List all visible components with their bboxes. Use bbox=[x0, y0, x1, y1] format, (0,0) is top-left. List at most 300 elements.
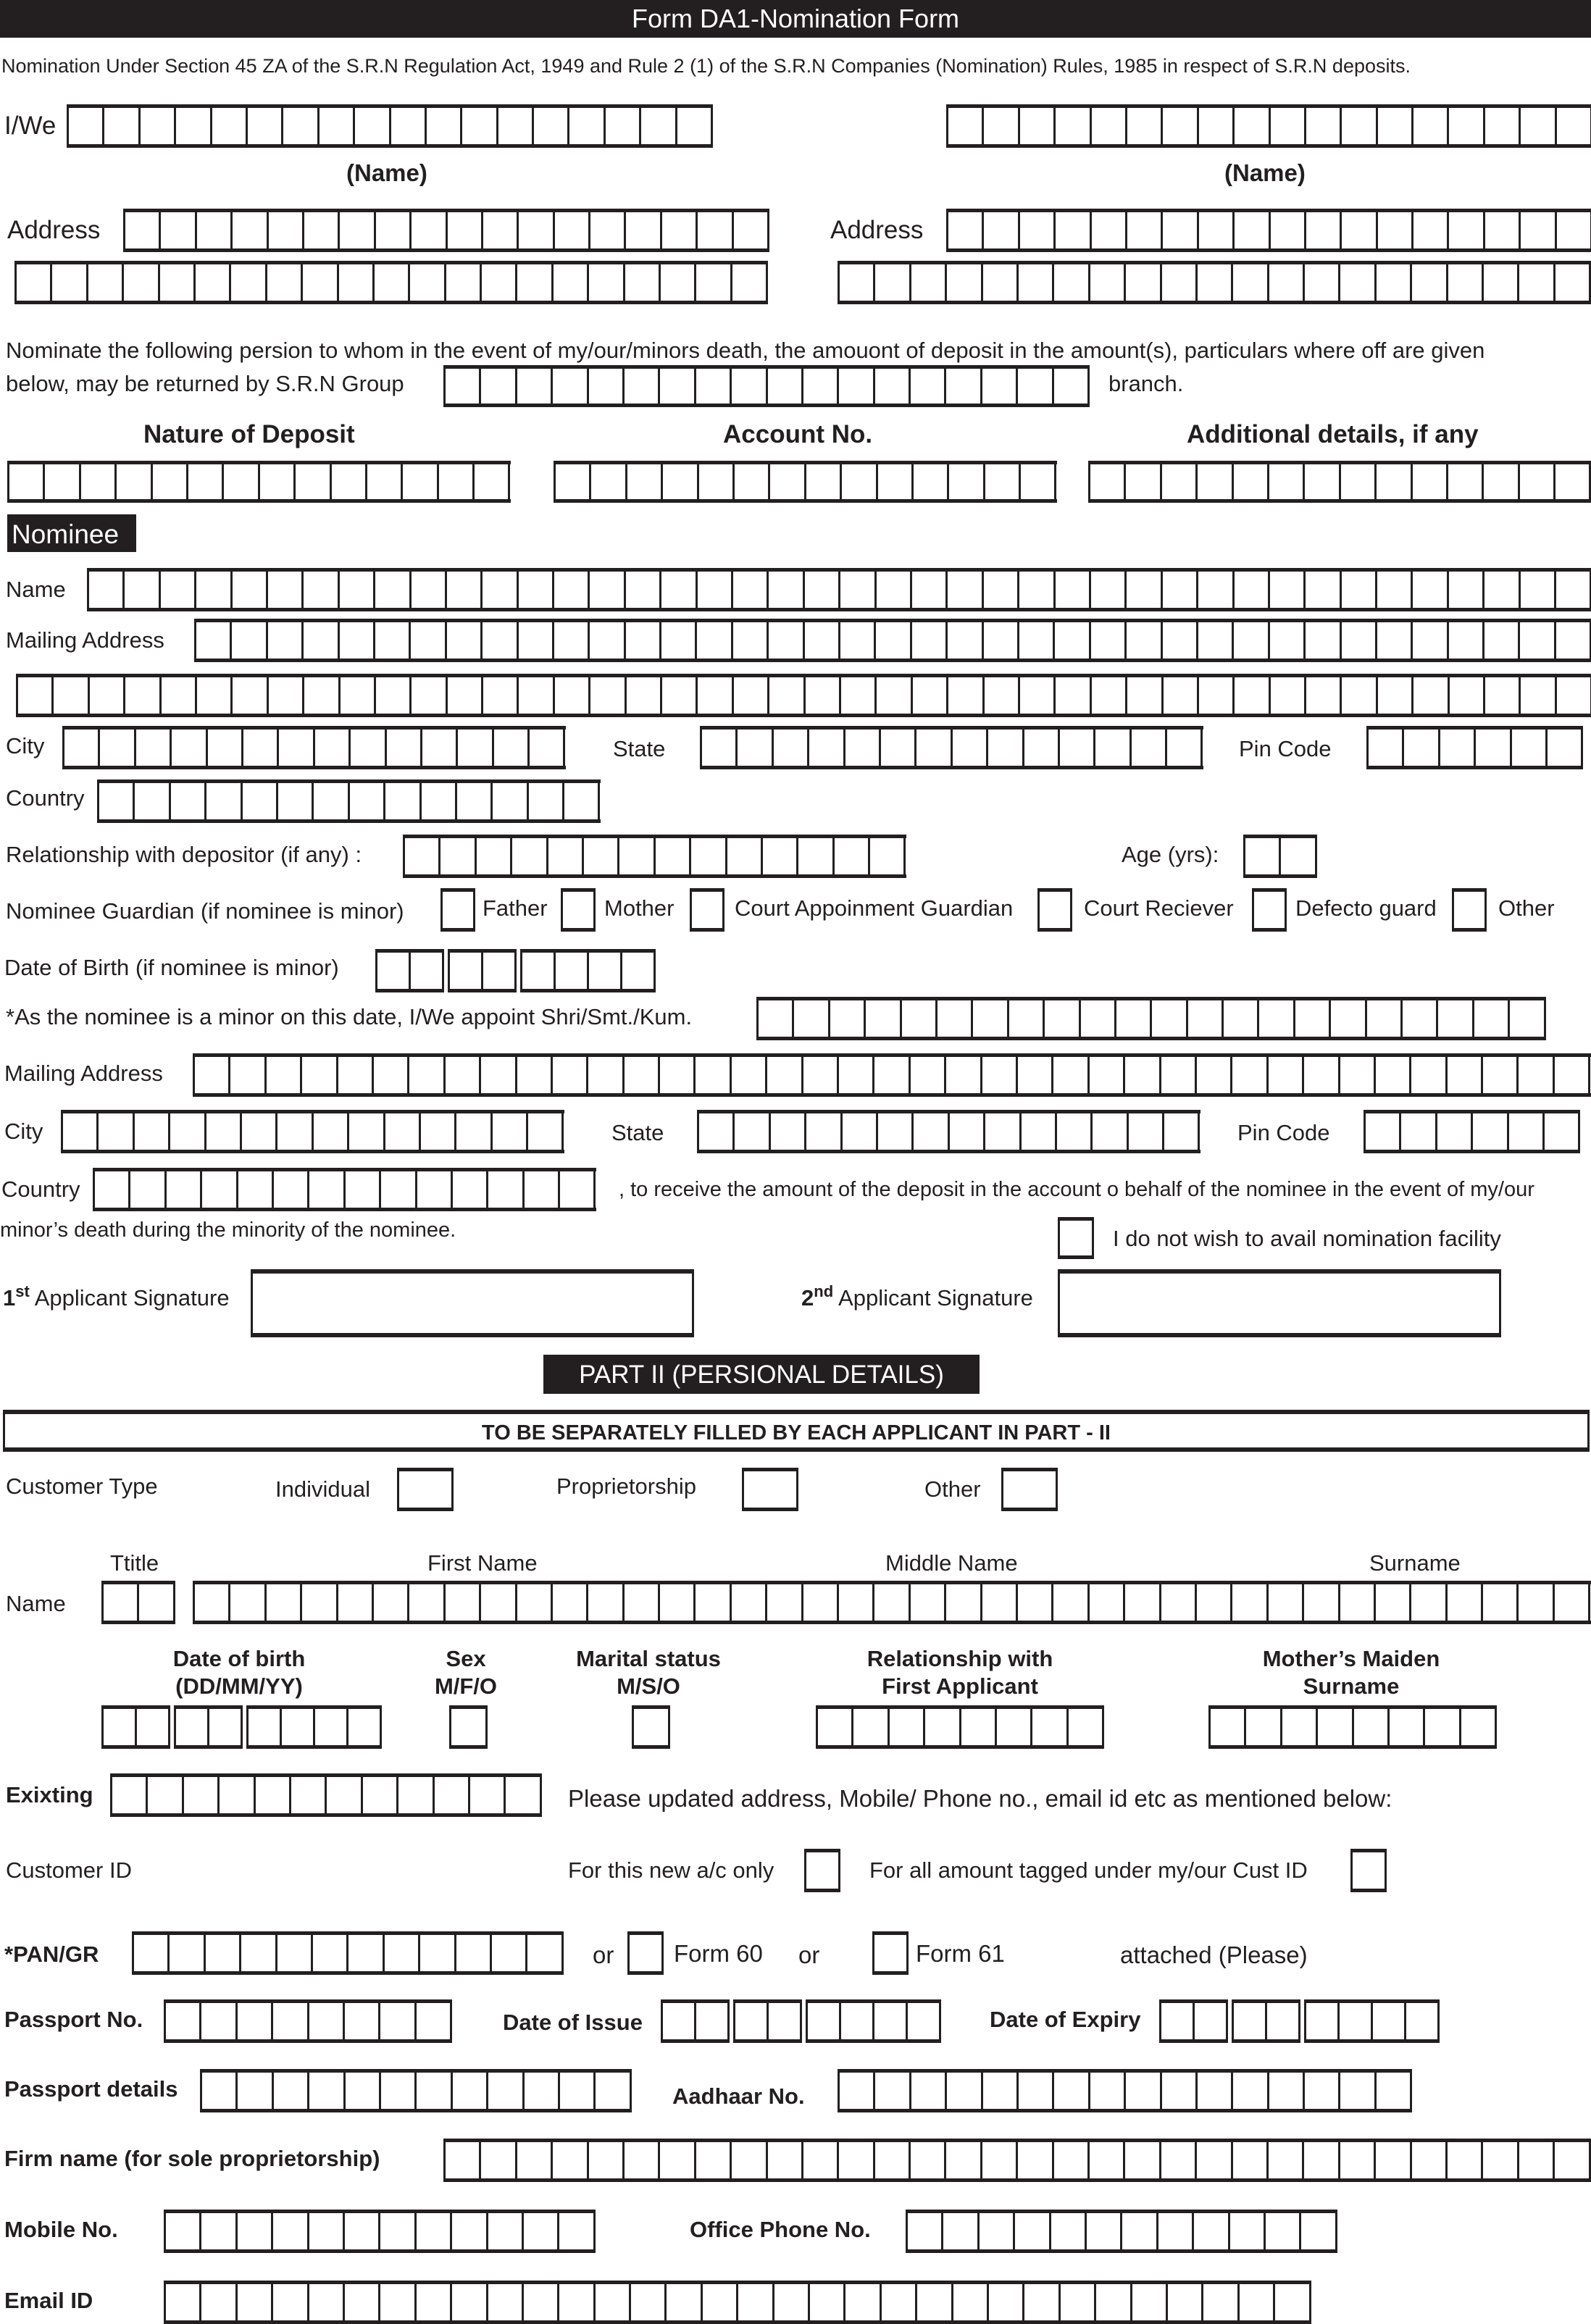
char-cell[interactable] bbox=[104, 1709, 137, 1745]
char-cell[interactable] bbox=[590, 622, 625, 659]
char-cell[interactable] bbox=[195, 1584, 230, 1621]
char-cell[interactable] bbox=[985, 464, 1021, 499]
char-cell[interactable] bbox=[482, 264, 517, 301]
char-cell[interactable] bbox=[376, 212, 412, 248]
char-cell[interactable] bbox=[1019, 2073, 1054, 2109]
char-cell[interactable] bbox=[350, 783, 385, 819]
char-cell[interactable] bbox=[1198, 2073, 1233, 2109]
char-cell[interactable] bbox=[1440, 730, 1476, 766]
char-cell[interactable] bbox=[1521, 677, 1556, 714]
char-cell[interactable] bbox=[1096, 2284, 1132, 2320]
char-cell[interactable] bbox=[589, 264, 625, 301]
char-cell[interactable] bbox=[912, 622, 948, 659]
nominee-name-input[interactable] bbox=[87, 568, 1591, 611]
char-cell[interactable] bbox=[412, 677, 447, 714]
char-cell[interactable] bbox=[422, 730, 458, 766]
char-cell[interactable] bbox=[411, 622, 446, 659]
relationship-input[interactable] bbox=[403, 835, 906, 878]
char-cell[interactable] bbox=[1413, 572, 1448, 608]
char-cell[interactable] bbox=[696, 2003, 730, 2039]
char-cell[interactable] bbox=[1340, 2073, 1376, 2109]
char-cell[interactable] bbox=[589, 2142, 625, 2178]
char-cell[interactable] bbox=[18, 677, 54, 714]
char-cell[interactable] bbox=[839, 2142, 874, 2178]
char-cell[interactable] bbox=[524, 2284, 559, 2320]
char-cell[interactable] bbox=[238, 2213, 273, 2249]
address-input-1a[interactable] bbox=[123, 209, 769, 252]
char-cell[interactable] bbox=[1520, 622, 1555, 659]
char-cell[interactable] bbox=[555, 677, 590, 714]
char-cell[interactable] bbox=[274, 2073, 309, 2109]
char-cell[interactable] bbox=[417, 2213, 452, 2249]
char-cell[interactable] bbox=[589, 369, 625, 404]
char-cell[interactable] bbox=[1122, 2213, 1158, 2249]
char-cell[interactable] bbox=[197, 677, 233, 714]
char-cell[interactable] bbox=[1197, 1057, 1232, 1093]
form60-checkbox[interactable] bbox=[627, 1931, 664, 1975]
char-cell[interactable] bbox=[249, 1709, 282, 1745]
char-cell[interactable] bbox=[309, 2284, 345, 2320]
char-cell[interactable] bbox=[448, 212, 483, 248]
char-cell[interactable] bbox=[375, 572, 411, 608]
char-cell[interactable] bbox=[1054, 2142, 1090, 2178]
char-cell[interactable] bbox=[641, 108, 677, 144]
char-cell[interactable] bbox=[224, 464, 259, 499]
guardian-father-checkbox[interactable] bbox=[440, 888, 475, 932]
char-cell[interactable] bbox=[1437, 1113, 1473, 1150]
char-cell[interactable] bbox=[267, 1584, 302, 1621]
char-cell[interactable] bbox=[238, 2003, 273, 2039]
char-cell[interactable] bbox=[1281, 838, 1316, 874]
char-cell[interactable] bbox=[1163, 212, 1198, 248]
dob-minor-yyyy[interactable] bbox=[520, 949, 656, 992]
char-cell[interactable] bbox=[947, 2073, 982, 2109]
char-cell[interactable] bbox=[1376, 1057, 1411, 1093]
char-cell[interactable] bbox=[985, 677, 1020, 714]
char-cell[interactable] bbox=[1092, 212, 1127, 248]
char-cell[interactable] bbox=[625, 1057, 660, 1093]
char-cell[interactable] bbox=[560, 2073, 596, 2109]
char-cell[interactable] bbox=[1483, 1057, 1519, 1093]
char-cell[interactable] bbox=[1342, 108, 1377, 144]
char-cell[interactable] bbox=[806, 464, 842, 499]
char-cell[interactable] bbox=[452, 2213, 488, 2249]
char-cell[interactable] bbox=[1168, 2284, 1203, 2320]
account-no-input[interactable] bbox=[554, 461, 1057, 503]
char-cell[interactable] bbox=[840, 2073, 875, 2109]
char-cell[interactable] bbox=[338, 1057, 374, 1093]
char-cell[interactable] bbox=[925, 1709, 961, 1745]
char-cell[interactable] bbox=[1331, 1000, 1366, 1037]
char-cell[interactable] bbox=[677, 108, 713, 144]
applicant-title-input[interactable] bbox=[101, 1581, 175, 1624]
char-cell[interactable] bbox=[45, 464, 80, 499]
char-cell[interactable] bbox=[1090, 1584, 1125, 1621]
char-cell[interactable] bbox=[913, 677, 948, 714]
char-cell[interactable] bbox=[1163, 622, 1198, 659]
char-cell[interactable] bbox=[1164, 1113, 1200, 1150]
char-cell[interactable] bbox=[1163, 572, 1198, 608]
char-cell[interactable] bbox=[483, 953, 517, 989]
char-cell[interactable] bbox=[950, 1113, 985, 1150]
char-cell[interactable] bbox=[946, 1057, 982, 1093]
char-cell[interactable] bbox=[1485, 677, 1521, 714]
char-cell[interactable] bbox=[702, 730, 738, 766]
char-cell[interactable] bbox=[412, 212, 447, 248]
char-cell[interactable] bbox=[1556, 572, 1591, 608]
no-nomination-checkbox[interactable] bbox=[1058, 1217, 1094, 1259]
char-cell[interactable] bbox=[1306, 108, 1342, 144]
char-cell[interactable] bbox=[656, 838, 691, 874]
char-cell[interactable] bbox=[54, 677, 89, 714]
char-cell[interactable] bbox=[840, 264, 875, 301]
char-cell[interactable] bbox=[866, 1000, 901, 1037]
char-cell[interactable] bbox=[1450, 677, 1485, 714]
date-issue-yyyy[interactable] bbox=[806, 1999, 941, 2043]
char-cell[interactable] bbox=[125, 212, 161, 248]
char-cell[interactable] bbox=[843, 1113, 878, 1150]
char-cell[interactable] bbox=[488, 2213, 524, 2249]
char-cell[interactable] bbox=[1116, 1000, 1152, 1037]
char-cell[interactable] bbox=[367, 464, 403, 499]
char-cell[interactable] bbox=[877, 677, 912, 714]
char-cell[interactable] bbox=[483, 622, 518, 659]
char-cell[interactable] bbox=[314, 1113, 349, 1150]
char-cell[interactable] bbox=[470, 1777, 506, 1813]
char-cell[interactable] bbox=[277, 1935, 313, 1971]
firm-name-input[interactable] bbox=[443, 2139, 1591, 2182]
char-cell[interactable] bbox=[1162, 2073, 1198, 2109]
guardian-court-receiver-checkbox[interactable] bbox=[1037, 888, 1072, 932]
char-cell[interactable] bbox=[878, 1113, 914, 1150]
char-cell[interactable] bbox=[1269, 1584, 1304, 1621]
char-cell[interactable] bbox=[569, 108, 605, 144]
char-cell[interactable] bbox=[839, 1057, 874, 1093]
char-cell[interactable] bbox=[1404, 730, 1440, 766]
char-cell[interactable] bbox=[208, 730, 243, 766]
char-cell[interactable] bbox=[703, 2284, 738, 2320]
char-cell[interactable] bbox=[387, 730, 422, 766]
char-cell[interactable] bbox=[171, 783, 206, 819]
first-signature-box[interactable] bbox=[251, 1269, 694, 1337]
char-cell[interactable] bbox=[197, 212, 233, 248]
char-cell[interactable] bbox=[806, 677, 841, 714]
char-cell[interactable] bbox=[1018, 1584, 1053, 1621]
char-cell[interactable] bbox=[732, 264, 768, 301]
customer-type-proprietorship-checkbox[interactable] bbox=[742, 1468, 798, 1511]
char-cell[interactable] bbox=[176, 108, 212, 144]
char-cell[interactable] bbox=[1269, 464, 1305, 499]
char-cell[interactable] bbox=[340, 572, 375, 608]
char-cell[interactable] bbox=[493, 1113, 528, 1150]
char-cell[interactable] bbox=[380, 2284, 416, 2320]
char-cell[interactable] bbox=[494, 730, 530, 766]
char-cell[interactable] bbox=[309, 1171, 345, 1208]
char-cell[interactable] bbox=[663, 464, 698, 499]
char-cell[interactable] bbox=[698, 212, 733, 248]
char-cell[interactable] bbox=[691, 838, 727, 874]
char-cell[interactable] bbox=[1510, 1000, 1545, 1037]
char-cell[interactable] bbox=[201, 2003, 237, 2039]
char-cell[interactable] bbox=[1484, 622, 1520, 659]
char-cell[interactable] bbox=[1198, 264, 1233, 301]
char-cell[interactable] bbox=[1411, 1057, 1447, 1093]
char-cell[interactable] bbox=[348, 1935, 384, 1971]
char-cell[interactable] bbox=[340, 622, 375, 659]
char-cell[interactable] bbox=[212, 108, 248, 144]
char-cell[interactable] bbox=[277, 1113, 313, 1150]
char-cell[interactable] bbox=[517, 369, 553, 404]
char-cell[interactable] bbox=[805, 622, 840, 659]
char-cell[interactable] bbox=[340, 212, 375, 248]
guardian-city-input[interactable] bbox=[61, 1110, 564, 1153]
char-cell[interactable] bbox=[232, 622, 267, 659]
char-cell[interactable] bbox=[488, 1171, 524, 1208]
char-cell[interactable] bbox=[447, 622, 483, 659]
char-cell[interactable] bbox=[95, 1171, 130, 1208]
char-cell[interactable] bbox=[771, 1113, 806, 1150]
char-cell[interactable] bbox=[735, 464, 770, 499]
char-cell[interactable] bbox=[625, 1584, 660, 1621]
char-cell[interactable] bbox=[315, 730, 351, 766]
char-cell[interactable] bbox=[803, 369, 839, 404]
char-cell[interactable] bbox=[984, 622, 1019, 659]
char-cell[interactable] bbox=[732, 2142, 767, 2178]
char-cell[interactable] bbox=[304, 677, 340, 714]
char-cell[interactable] bbox=[1521, 108, 1556, 144]
char-cell[interactable] bbox=[1342, 622, 1377, 659]
char-cell[interactable] bbox=[591, 464, 627, 499]
char-cell[interactable] bbox=[69, 108, 104, 144]
char-cell[interactable] bbox=[1090, 264, 1126, 301]
char-cell[interactable] bbox=[947, 264, 982, 301]
char-cell[interactable] bbox=[451, 1709, 488, 1745]
char-cell[interactable] bbox=[1057, 1113, 1093, 1150]
char-cell[interactable] bbox=[381, 2073, 417, 2109]
char-cell[interactable] bbox=[256, 1777, 291, 1813]
char-cell[interactable] bbox=[417, 2073, 452, 2109]
customer-type-individual-checkbox[interactable] bbox=[397, 1468, 454, 1511]
char-cell[interactable] bbox=[1271, 677, 1306, 714]
char-cell[interactable] bbox=[1555, 2142, 1590, 2178]
date-expiry-mm[interactable] bbox=[1232, 1999, 1300, 2043]
char-cell[interactable] bbox=[104, 108, 140, 144]
char-cell[interactable] bbox=[381, 1171, 417, 1208]
char-cell[interactable] bbox=[1390, 1709, 1425, 1745]
char-cell[interactable] bbox=[233, 677, 268, 714]
char-cell[interactable] bbox=[1199, 677, 1235, 714]
char-cell[interactable] bbox=[985, 1113, 1021, 1150]
char-cell[interactable] bbox=[912, 572, 948, 608]
char-cell[interactable] bbox=[840, 572, 876, 608]
char-cell[interactable] bbox=[1449, 108, 1484, 144]
char-cell[interactable] bbox=[1056, 572, 1091, 608]
char-cell[interactable] bbox=[622, 953, 656, 989]
char-cell[interactable] bbox=[125, 677, 161, 714]
char-cell[interactable] bbox=[273, 2284, 309, 2320]
char-cell[interactable] bbox=[1126, 264, 1161, 301]
char-cell[interactable] bbox=[488, 2284, 524, 2320]
char-cell[interactable] bbox=[696, 264, 732, 301]
char-cell[interactable] bbox=[917, 2284, 953, 2320]
char-cell[interactable] bbox=[1132, 2284, 1168, 2320]
char-cell[interactable] bbox=[983, 2073, 1019, 2109]
char-cell[interactable] bbox=[1306, 212, 1342, 248]
char-cell[interactable] bbox=[763, 838, 798, 874]
char-cell[interactable] bbox=[1483, 1584, 1519, 1621]
char-cell[interactable] bbox=[1195, 2003, 1228, 2039]
char-cell[interactable] bbox=[1125, 1057, 1161, 1093]
char-cell[interactable] bbox=[1377, 464, 1412, 499]
char-cell[interactable] bbox=[660, 369, 696, 404]
char-cell[interactable] bbox=[1306, 622, 1341, 659]
guardian-court-guardian-checkbox[interactable] bbox=[690, 888, 724, 932]
char-cell[interactable] bbox=[346, 1171, 381, 1208]
char-cell[interactable] bbox=[794, 1000, 830, 1037]
char-cell[interactable] bbox=[1555, 1057, 1590, 1093]
char-cell[interactable] bbox=[1019, 264, 1054, 301]
char-cell[interactable] bbox=[1378, 677, 1413, 714]
char-cell[interactable] bbox=[984, 108, 1019, 144]
char-cell[interactable] bbox=[483, 212, 519, 248]
char-cell[interactable] bbox=[231, 264, 267, 301]
char-cell[interactable] bbox=[243, 783, 278, 819]
existing-customer-id-input[interactable] bbox=[110, 1773, 542, 1817]
char-cell[interactable] bbox=[391, 108, 427, 144]
char-cell[interactable] bbox=[1056, 108, 1091, 144]
char-cell[interactable] bbox=[845, 730, 881, 766]
char-cell[interactable] bbox=[663, 2003, 696, 2039]
char-cell[interactable] bbox=[830, 1000, 866, 1037]
char-cell[interactable] bbox=[1018, 1057, 1053, 1093]
char-cell[interactable] bbox=[1476, 730, 1511, 766]
char-cell[interactable] bbox=[1235, 108, 1270, 144]
char-cell[interactable] bbox=[1485, 212, 1521, 248]
char-cell[interactable] bbox=[481, 1584, 517, 1621]
char-cell[interactable] bbox=[696, 369, 732, 404]
char-cell[interactable] bbox=[530, 730, 565, 766]
char-cell[interactable] bbox=[525, 2073, 560, 2109]
new-ac-only-checkbox[interactable] bbox=[804, 1849, 840, 1892]
char-cell[interactable] bbox=[137, 1709, 170, 1745]
char-cell[interactable] bbox=[953, 2284, 989, 2320]
char-cell[interactable] bbox=[1484, 264, 1519, 301]
char-cell[interactable] bbox=[948, 677, 984, 714]
char-cell[interactable] bbox=[774, 730, 809, 766]
char-cell[interactable] bbox=[1378, 108, 1413, 144]
char-cell[interactable] bbox=[627, 464, 663, 499]
char-cell[interactable] bbox=[875, 2073, 911, 2109]
char-cell[interactable] bbox=[908, 2003, 941, 2039]
char-cell[interactable] bbox=[452, 2284, 488, 2320]
iwe-name-input-2[interactable] bbox=[946, 104, 1591, 148]
char-cell[interactable] bbox=[1340, 264, 1376, 301]
customer-type-other-checkbox[interactable] bbox=[1001, 1468, 1058, 1511]
char-cell[interactable] bbox=[196, 572, 232, 608]
char-cell[interactable] bbox=[1020, 108, 1056, 144]
char-cell[interactable] bbox=[1304, 2142, 1340, 2178]
char-cell[interactable] bbox=[876, 622, 911, 659]
char-cell[interactable] bbox=[631, 2284, 667, 2320]
address-input-1b[interactable] bbox=[14, 261, 768, 304]
char-cell[interactable] bbox=[733, 622, 769, 659]
char-cell[interactable] bbox=[1521, 212, 1556, 248]
char-cell[interactable] bbox=[988, 730, 1024, 766]
char-cell[interactable] bbox=[1555, 464, 1591, 499]
char-cell[interactable] bbox=[1509, 1113, 1545, 1150]
char-cell[interactable] bbox=[1095, 730, 1131, 766]
char-cell[interactable] bbox=[481, 369, 517, 404]
char-cell[interactable] bbox=[166, 2003, 201, 2039]
char-cell[interactable] bbox=[1125, 2142, 1161, 2178]
char-cell[interactable] bbox=[842, 464, 877, 499]
char-cell[interactable] bbox=[768, 369, 803, 404]
guardian-mother-checkbox[interactable] bbox=[561, 888, 596, 932]
char-cell[interactable] bbox=[1235, 212, 1270, 248]
branch-name-input[interactable] bbox=[443, 365, 1090, 407]
char-cell[interactable] bbox=[948, 622, 983, 659]
char-cell[interactable] bbox=[1163, 108, 1198, 144]
char-cell[interactable] bbox=[553, 2142, 588, 2178]
char-cell[interactable] bbox=[81, 464, 117, 499]
char-cell[interactable] bbox=[17, 264, 52, 301]
char-cell[interactable] bbox=[375, 622, 411, 659]
char-cell[interactable] bbox=[385, 783, 421, 819]
char-cell[interactable] bbox=[1127, 622, 1162, 659]
char-cell[interactable] bbox=[274, 1171, 309, 1208]
char-cell[interactable] bbox=[421, 1113, 456, 1150]
char-cell[interactable] bbox=[1340, 2142, 1376, 2178]
char-cell[interactable] bbox=[139, 1584, 175, 1621]
char-cell[interactable] bbox=[809, 730, 845, 766]
char-cell[interactable] bbox=[1271, 108, 1306, 144]
guardian-country-input[interactable] bbox=[93, 1168, 596, 1211]
guardian-pin-input[interactable] bbox=[1364, 1110, 1580, 1153]
char-cell[interactable] bbox=[1161, 1057, 1197, 1093]
char-cell[interactable] bbox=[1266, 2213, 1301, 2249]
char-cell[interactable] bbox=[841, 677, 877, 714]
char-cell[interactable] bbox=[662, 212, 698, 248]
char-cell[interactable] bbox=[104, 1584, 139, 1621]
char-cell[interactable] bbox=[769, 572, 804, 608]
char-cell[interactable] bbox=[853, 1709, 889, 1745]
char-cell[interactable] bbox=[980, 2213, 1015, 2249]
char-cell[interactable] bbox=[135, 1113, 170, 1150]
char-cell[interactable] bbox=[555, 212, 590, 248]
char-cell[interactable] bbox=[273, 2213, 309, 2249]
char-cell[interactable] bbox=[1275, 2284, 1311, 2320]
char-cell[interactable] bbox=[492, 1935, 527, 1971]
char-cell[interactable] bbox=[733, 572, 769, 608]
char-cell[interactable] bbox=[798, 838, 834, 874]
char-cell[interactable] bbox=[282, 1709, 315, 1745]
guardian-state-input[interactable] bbox=[697, 1110, 1200, 1153]
char-cell[interactable] bbox=[1164, 677, 1199, 714]
char-cell[interactable] bbox=[1015, 2213, 1051, 2249]
char-cell[interactable] bbox=[1448, 264, 1484, 301]
char-cell[interactable] bbox=[462, 108, 498, 144]
char-cell[interactable] bbox=[453, 2073, 488, 2109]
char-cell[interactable] bbox=[1198, 464, 1233, 499]
char-cell[interactable] bbox=[377, 953, 411, 989]
char-cell[interactable] bbox=[1069, 1709, 1104, 1745]
char-cell[interactable] bbox=[241, 1935, 277, 1971]
char-cell[interactable] bbox=[661, 572, 697, 608]
char-cell[interactable] bbox=[774, 2284, 810, 2320]
guardian-mailing-input[interactable] bbox=[193, 1053, 1591, 1097]
char-cell[interactable] bbox=[1413, 622, 1448, 659]
applicant-name-input[interactable] bbox=[193, 1581, 1591, 1624]
